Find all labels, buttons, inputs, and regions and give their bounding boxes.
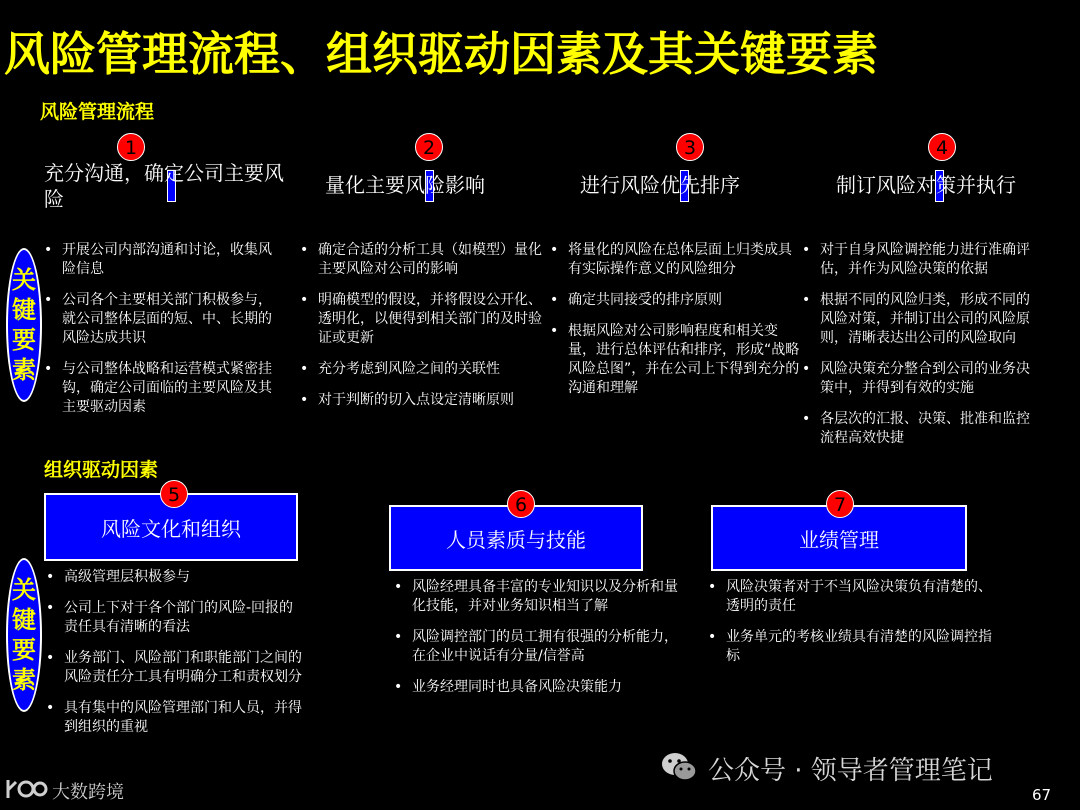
list-item: • 充分考虑到风险之间的关联性 — [296, 360, 550, 379]
key-elements-badge-top — [6, 248, 42, 402]
list-item: • 根据风险对公司影响程度和相关变量，进行总体评估和排序，形成“战略风险总图”，并在公司上下得到充分的沟通和理解 — [546, 322, 800, 398]
step-2-heading: 量化主要风险影响 — [325, 173, 485, 197]
list-item: • 风险决策者对于不当风险决策负有清楚的、透明的责任 — [704, 578, 998, 616]
step-2-bullets — [296, 241, 550, 422]
driver-5-box: 风险文化和组织 — [44, 493, 298, 561]
list-item: • 风险决策充分整合到公司的业务决策中，并得到有效的实施 — [798, 360, 1038, 398]
brand-logo-text: 大数跨境 — [52, 782, 124, 803]
step-1-bullets — [40, 241, 280, 429]
driver-6-box: 人员素质与技能 — [389, 505, 643, 571]
key-elements-label: 关键要素 — [12, 576, 36, 694]
list-item: • 业务单元的考核业绩具有清楚的风险调控指标 — [704, 628, 998, 666]
list-item: • 开展公司内部沟通和讨论，收集风险信息 — [40, 241, 280, 279]
watermark-text: 公众号 · 领导者管理笔记 — [708, 756, 993, 786]
list-item: • 业务部门、风险部门和职能部门之间的风险责任分工具有明确分工和责权划分 — [42, 649, 304, 687]
brand-logo-icon — [4, 776, 48, 802]
wechat-icon — [660, 750, 698, 784]
list-item: • 具有集中的风险管理部门和人员，并得到组织的重视 — [42, 699, 304, 737]
driver-7-badge: 7 — [826, 490, 854, 518]
list-item: • 风险调控部门的员工拥有很强的分析能力，在企业中说话有分量/信誉高 — [390, 628, 684, 666]
page-number: 67 — [1032, 786, 1052, 804]
driver-7-box: 业绩管理 — [711, 505, 967, 571]
list-item: • 明确模型的假设，并将假设公开化、透明化，以便得到相关部门的及时验证或更新 — [296, 291, 550, 348]
list-item: • 高级管理层积极参与 — [42, 568, 304, 587]
page-title: 风险管理流程、组织驱动因素及其关键要素 — [4, 27, 878, 81]
step-3-heading: 进行风险优先排序 — [580, 173, 740, 197]
list-item: • 将量化的风险在总体层面上归类成具有实际操作意义的风险细分 — [546, 241, 800, 279]
step-4-bullets — [798, 241, 1038, 460]
list-item: • 确定共同接受的排序原则 — [546, 291, 800, 310]
list-item: • 公司上下对于各个部门的风险-回报的责任具有清晰的看法 — [42, 599, 304, 637]
list-item: • 对于判断的切入点设定清晰原则 — [296, 391, 550, 410]
step-3-bullets — [546, 241, 800, 410]
list-item: • 与公司整体战略和运营模式紧密挂钩，确定公司面临的主要风险及其主要驱动因素 — [40, 360, 280, 417]
list-item: • 根据不同的风险归类，形成不同的风险对策，并制订出公司的风险原则，清晰表达出公司的风险取向 — [798, 291, 1038, 348]
step-2-badge: 2 — [415, 133, 443, 161]
step-4-badge: 4 — [928, 133, 956, 161]
list-item: • 对于自身风险调控能力进行准确评估，并作为风险决策的依据 — [798, 241, 1038, 279]
list-item: • 风险经理具备丰富的专业知识以及分析和量化技能，并对业务知识相当了解 — [390, 578, 684, 616]
step-1-badge: 1 — [117, 133, 145, 161]
org-section-label: 组织驱动因素 — [44, 459, 159, 481]
list-item: • 各层次的汇报、决策、批准和监控流程高效快捷 — [798, 410, 1038, 448]
list-item: • 确定合适的分析工具（如模型）量化主要风险对公司的影响 — [296, 241, 550, 279]
key-elements-label: 关键要素 — [12, 266, 36, 384]
step-1-heading: 充分沟通，确定公司主要风险 — [44, 161, 284, 211]
driver-7-bullets — [704, 578, 998, 678]
driver-6-badge: 6 — [507, 490, 535, 518]
step-4-heading: 制订风险对策并执行 — [836, 173, 1016, 197]
driver-5-badge: 5 — [160, 480, 188, 508]
step-3-badge: 3 — [676, 133, 704, 161]
driver-5-bullets — [42, 568, 304, 749]
key-elements-badge-bottom — [6, 558, 42, 712]
list-item: • 业务经理同时也具备风险决策能力 — [390, 678, 684, 697]
process-section-label: 风险管理流程 — [40, 101, 155, 123]
list-item: • 公司各个主要相关部门积极参与，就公司整体层面的短、中、长期的风险达成共识 — [40, 291, 280, 348]
driver-6-bullets — [390, 578, 684, 709]
